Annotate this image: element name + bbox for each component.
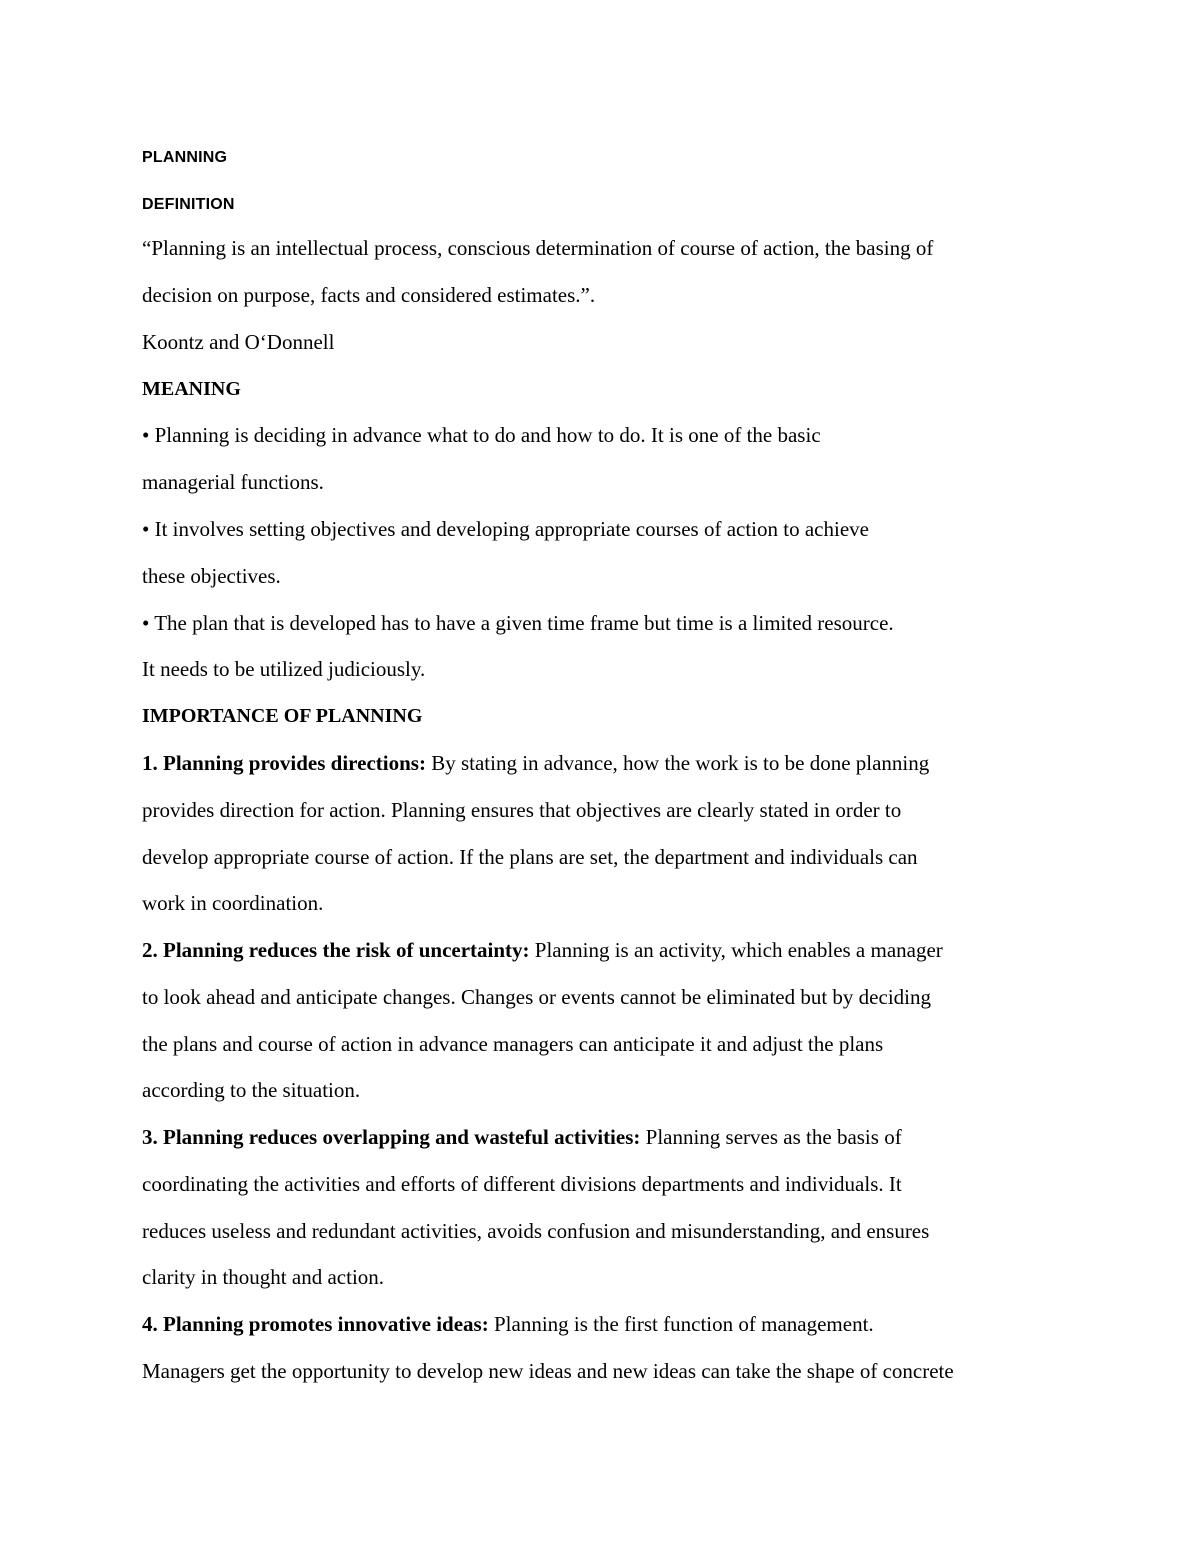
meaning-heading: MEANING [142,378,241,400]
importance-heading: IMPORTANCE OF PLANNING [142,705,423,727]
doc-title: PLANNING [142,149,228,166]
point-text: Planning is the first function of management. [488,1312,874,1336]
meaning-bullet-line: managerial functions. [142,470,324,494]
meaning-bullet-line: • Planning is deciding in advance what to do and how to do. It is one of the basic [142,423,821,447]
point-heading: 2. Planning reduces the risk of uncertainty: [142,938,530,962]
point-text: Planning serves as the basis of [640,1125,902,1149]
point-text-line: provides direction for action. Planning ensures that objectives are clearly stated in order to [142,798,902,822]
point-text-line: coordinating the activities and efforts of different divisions departments and individuals. It [142,1172,902,1196]
definition-line: decision on purpose, facts and considered estimates.”. [142,283,596,307]
point-text: By stating in advance, how the work is to be done planning [425,751,930,775]
importance-point-first-line [142,937,943,963]
point-heading: 1. Planning provides directions: [142,751,426,775]
point-text-line: Managers get the opportunity to develop new ideas and new ideas can take the shape of concrete [142,1359,954,1383]
importance-point-first-line [142,1311,874,1337]
meaning-bullet-line: It needs to be utilized judiciously. [142,657,426,681]
point-heading: 3. Planning reduces overlapping and wasteful activities: [142,1125,641,1149]
point-text-line: reduces useless and redundant activities, avoids confusion and misunderstanding, and ensures [142,1219,930,1243]
importance-point-first-line [142,750,929,776]
meaning-bullet-line: • It involves setting objectives and developing appropriate courses of action to achieve [142,517,869,541]
meaning-bullet-line: these objectives. [142,564,281,588]
point-heading: 4. Planning promotes innovative ideas: [142,1312,489,1336]
point-text-line: the plans and course of action in advance managers can anticipate it and adjust the plans [142,1032,884,1056]
point-text-line: work in coordination. [142,891,324,915]
importance-point-first-line [142,1124,902,1150]
point-text-line: according to the situation. [142,1078,361,1102]
definition-author: Koontz and O‘Donnell [142,330,335,354]
definition-heading: DEFINITION [142,196,235,213]
meaning-bullet-line: • The plan that is developed has to have a given time frame but time is a limited resource. [142,611,894,635]
point-text-line: develop appropriate course of action. If the plans are set, the department and individuals can [142,845,918,869]
point-text: Planning is an activity, which enables a manager [529,938,943,962]
point-text-line: clarity in thought and action. [142,1265,385,1289]
definition-line: “Planning is an intellectual process, conscious determination of course of action, the basing of [142,236,934,260]
point-text-line: to look ahead and anticipate changes. Changes or events cannot be eliminated but by deciding [142,985,931,1009]
